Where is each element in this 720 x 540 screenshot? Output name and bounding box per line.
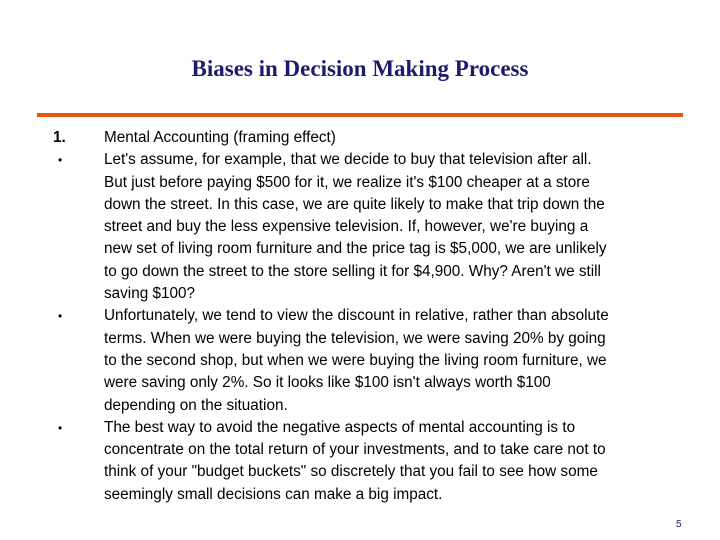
slide-number: 5 <box>676 519 682 530</box>
text-line: new set of living room furniture and the price tag is $5,000, we are unlikely <box>104 240 607 258</box>
body-content <box>0 127 720 506</box>
text-line: down the street. In this case, we are quite likely to make that trip down the <box>104 195 605 213</box>
text-line: concentrate on the total return of your investments, and to take care not to <box>104 441 606 459</box>
text-line: street and buy the less expensive television. If, however, we're buying a <box>104 218 589 236</box>
title-divider <box>37 113 683 117</box>
text-line: to go down the street to the store selling it for $4,900. Why? Aren't we still <box>104 262 601 280</box>
text-line: Unfortunately, we tend to view the discount in relative, rather than absolute <box>104 307 609 325</box>
item-text <box>104 127 708 149</box>
text-line: to the second shop, but when we were buying the living room furniture, we <box>104 351 607 369</box>
bullet-icon: • <box>58 153 63 168</box>
text-line: Let's assume, for example, that we decide to buy that television after all. <box>104 151 592 169</box>
bullet-item <box>0 417 720 506</box>
text-line: seemingly small decisions can make a big impact. <box>104 485 443 503</box>
text-line: Mental Accounting (framing effect) <box>104 129 336 146</box>
text-line: The best way to avoid the negative aspects of mental accounting is to <box>104 418 576 436</box>
slide-title: Biases in Decision Making Process <box>191 56 529 81</box>
text-line: saving $100? <box>104 285 196 303</box>
bullet-icon: • <box>58 309 63 324</box>
bullet-item <box>0 149 720 305</box>
numbered-item-heading <box>0 127 720 149</box>
item-text <box>104 305 708 416</box>
item-number: 1. <box>53 129 66 146</box>
text-line: terms. When we were buying the television, we were saving 20% by going <box>104 329 606 347</box>
text-line: depending on the situation. <box>104 396 288 414</box>
item-text <box>104 417 708 506</box>
text-line: But just before paying $500 for it, we realize it's $100 cheaper at a store <box>104 173 590 191</box>
text-line: were saving only 2%. So it looks like $100 isn't always worth $100 <box>104 374 551 392</box>
bullet-icon: • <box>58 420 63 435</box>
text-line: think of your "budget buckets" so discretely that you fail to see how some <box>104 463 598 481</box>
bullet-item <box>0 305 720 416</box>
item-text <box>104 149 708 305</box>
